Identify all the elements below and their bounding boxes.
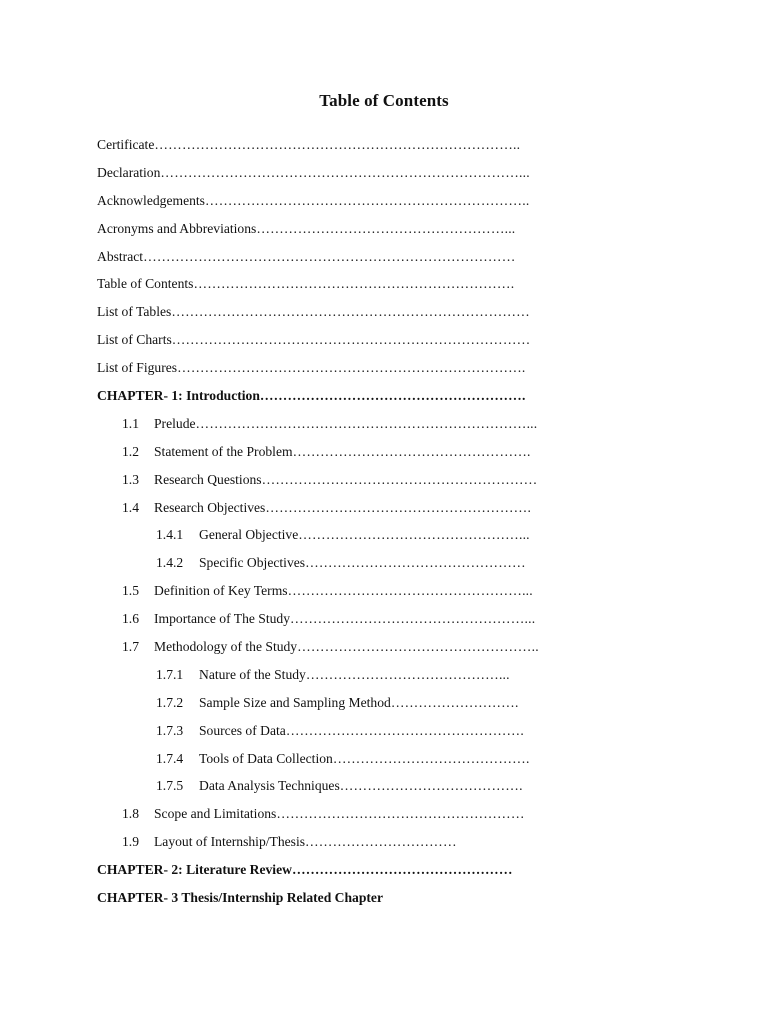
toc-entry	[97, 633, 567, 661]
page-title: Table of Contents	[319, 91, 449, 110]
toc-entry	[97, 577, 567, 605]
toc-entry	[97, 382, 567, 410]
toc-entry-number: 1.7.3	[156, 722, 184, 738]
toc-entry-number: 1.1	[122, 415, 139, 431]
toc-entry-label: Nature of the Study	[199, 666, 306, 682]
toc-dot-leader: ………………………………………………...	[256, 220, 516, 236]
toc-entry-number: 1.7.5	[156, 778, 184, 794]
toc-dot-leader: ………………………………….	[339, 778, 523, 794]
toc-entry-number: 1.6	[122, 611, 139, 627]
toc-dot-leader: …………………………………………	[305, 555, 526, 571]
toc-dot-leader: ……………………………………………………………………...	[160, 164, 530, 180]
toc-entry-number: 1.7.1	[156, 666, 184, 682]
toc-entry-label: Research Questions	[154, 471, 262, 487]
toc-entry-label: Table of Contents	[97, 276, 194, 292]
toc-entry-label: Scope and Limitations	[154, 806, 277, 822]
toc-dot-leader: ……………………………………………………………………	[171, 304, 530, 320]
toc-entry	[97, 438, 567, 466]
toc-entry-label: Layout of Internship/Thesis	[154, 834, 306, 850]
toc-entry	[97, 661, 567, 689]
toc-entry	[97, 884, 567, 912]
toc-dot-leader: ……………………………………………………	[261, 471, 538, 487]
toc-entry-number: 1.8	[122, 806, 139, 822]
toc-entry-number: 1.4	[122, 499, 139, 515]
toc-entry-number: 1.5	[122, 583, 139, 599]
toc-dot-leader: ………………………………………………….	[265, 499, 532, 515]
toc-entry-number: 1.4.2	[156, 555, 184, 571]
toc-entry	[97, 772, 567, 800]
toc-entry	[97, 800, 567, 828]
toc-entry-label: Sample Size and Sampling Method	[199, 694, 391, 710]
toc-entry	[97, 828, 567, 856]
toc-entry-label: Data Analysis Techniques	[199, 778, 340, 794]
toc-dot-leader: …………………………………………….	[292, 443, 531, 459]
toc-entry	[97, 521, 567, 549]
toc-entry-label: CHAPTER- 3 Thesis/Internship Related Chapter	[97, 890, 383, 906]
toc-dot-leader: …………………………………………	[291, 862, 513, 878]
toc-entry	[97, 131, 567, 159]
toc-dot-leader: ……………………….	[390, 694, 519, 710]
toc-dot-leader: ………………………………………………….	[259, 388, 526, 404]
toc-entry-number: 1.3	[122, 471, 139, 487]
toc-entry-label: List of Figures	[97, 360, 178, 376]
toc-entry-label: Definition of Key Terms	[154, 583, 288, 599]
toc-entry-number: 1.7	[122, 639, 139, 655]
toc-dot-leader: …………………………………………….	[285, 722, 524, 738]
toc-dot-leader: ………………………………………………………………………	[143, 248, 516, 264]
toc-entry	[97, 270, 567, 298]
toc-dot-leader: ……………………………………………..	[297, 639, 539, 655]
toc-entry-label: Tools of Data Collection	[199, 750, 333, 766]
toc-entry	[97, 689, 567, 717]
toc-entry-label: Certificate	[97, 137, 155, 152]
toc-entry-label: Sources of Data	[199, 722, 286, 738]
toc-entry-number: 1.7.2	[156, 694, 184, 710]
toc-dot-leader: ……………………………	[305, 834, 457, 850]
toc-dot-leader: ………………………………………………………………….	[177, 360, 526, 376]
toc-entry-label: Acknowledgements	[97, 192, 205, 208]
toc-dot-leader: ……………………………………………...	[287, 583, 533, 599]
toc-entry	[97, 494, 567, 522]
toc-entry-label: CHAPTER- 2: Literature Review	[97, 862, 292, 878]
toc-entry	[97, 159, 567, 187]
toc-entry-label: Methodology of the Study	[154, 639, 298, 655]
toc-dot-leader: ……………………………………………...	[290, 611, 536, 627]
toc-entry	[97, 549, 567, 577]
toc-entry-number: 1.9	[122, 834, 139, 850]
toc-dot-leader: ……………………………………...	[305, 666, 510, 682]
toc-entry-number: 1.7.4	[156, 750, 184, 766]
toc-entry-label: List of Charts	[97, 332, 172, 348]
toc-entry-label: CHAPTER- 1: Introduction	[97, 388, 260, 404]
toc-entry-label: List of Tables	[97, 304, 172, 320]
toc-dot-leader: …………………………………………...	[298, 527, 530, 543]
toc-entry-label: Importance of The Study	[154, 611, 291, 627]
toc-dot-leader: ………………………………………………	[276, 806, 525, 822]
toc-entry	[97, 745, 567, 773]
toc-entry	[97, 410, 567, 438]
toc-entry-label: General Objective	[199, 527, 299, 543]
toc-entry	[97, 243, 567, 271]
toc-entry-label: Specific Objectives	[199, 555, 306, 571]
toc-entry-number: 1.2	[122, 443, 139, 459]
toc-entry-label: Abstract	[97, 248, 144, 264]
toc-entry-label: Research Objectives	[154, 499, 266, 515]
toc-entry	[97, 856, 567, 884]
toc-entry	[97, 326, 567, 354]
table-of-contents	[97, 131, 567, 912]
toc-dot-leader: ……………………………………………………………………	[171, 332, 531, 348]
toc-entry-label: Acronyms and Abbreviations	[97, 220, 257, 236]
toc-entry	[97, 187, 567, 215]
toc-dot-leader: …………………………………….	[332, 750, 530, 766]
toc-entry	[97, 605, 567, 633]
toc-entry-label: Declaration	[97, 164, 161, 180]
toc-entry	[97, 717, 567, 745]
toc-entry-number: 1.4.1	[156, 527, 184, 543]
toc-dot-leader: …………………………………………………………….	[193, 276, 515, 292]
toc-dot-leader: ……………………………………………………………………..	[154, 137, 521, 152]
toc-entry-label: Statement of the Problem	[154, 443, 293, 459]
toc-entry-label: Prelude	[154, 415, 196, 431]
toc-dot-leader: ……………………………………………………………..	[204, 192, 530, 208]
toc-entry	[97, 215, 567, 243]
toc-dot-leader: ………………………………………………………………...	[195, 415, 538, 431]
toc-entry	[97, 354, 567, 382]
toc-entry	[97, 298, 567, 326]
toc-entry	[97, 466, 567, 494]
